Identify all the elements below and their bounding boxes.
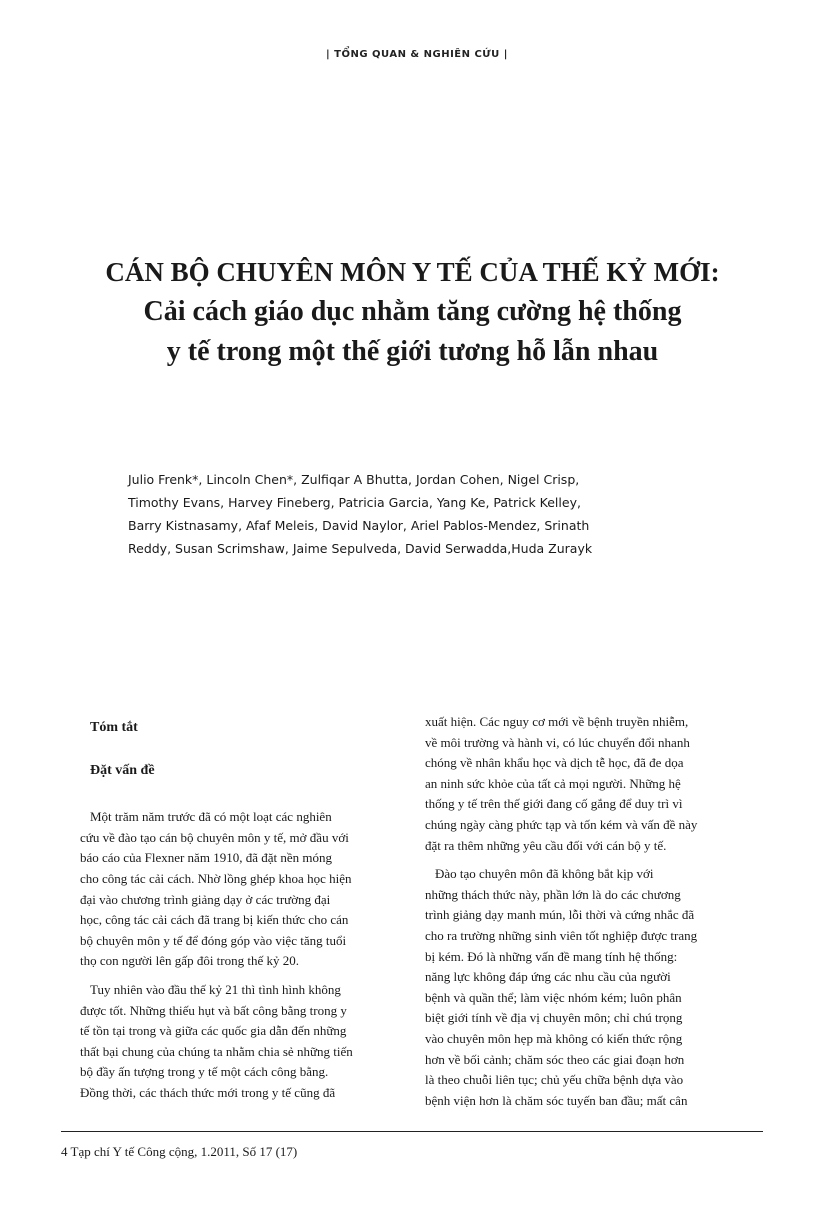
text-line: bộ chuyên môn y tế để đóng góp vào việc tăng tuổi	[80, 932, 347, 948]
section-tag: | TỔNG QUAN & NGHIÊN CỨU |	[326, 49, 508, 60]
paragraph	[425, 712, 757, 856]
left-column	[80, 718, 398, 1104]
text-line: bệnh viện hơn là chăm sóc tuyến ban đầu; mất cân	[425, 1092, 688, 1108]
text-line: trình giảng dạy manh mún, lỗi thời và cứng nhắc đã	[425, 907, 695, 923]
abstract-heading: Tóm tắt	[90, 720, 138, 735]
title-line-2: Cải cách giáo dục nhằm tăng cường hệ thống	[143, 296, 682, 327]
text-line: hơn về bối cảnh; chăm sóc theo các giai đoạn hơn	[425, 1051, 685, 1067]
title-line-1: CÁN BỘ CHUYÊN MÔN Y TẾ CỦA THẾ KỶ MỚI:	[105, 257, 720, 287]
author-line: Julio Frenk*, Lincoln Chen*, Zulfiqar A Bhutta, Jordan Cohen, Nigel Crisp,	[128, 472, 580, 487]
text-line: thất bại chung của chúng ta nhằm chia sẻ những tiến	[80, 1043, 353, 1059]
text-line: học, công tác cải cách đã trang bị kiến thức cho cán	[80, 912, 349, 928]
text-line: cho ra trường những sinh viên tốt nghiệp được trang	[425, 927, 698, 943]
text-line: an ninh sức khỏe của tất cả mọi người. Những hệ	[425, 775, 681, 791]
footer-divider	[61, 1131, 763, 1132]
text-line: những thách thức này, phần lớn là do các chương	[425, 886, 681, 902]
text-line: vào chuyên môn hẹp mà không có kiến thức rộng	[425, 1030, 683, 1046]
text-line: là theo chuỗi liên tục; chủ yếu chữa bệnh dựa vào	[425, 1072, 684, 1088]
text-line: về môi trường và hành vi, có lúc chuyển đổi nhanh	[425, 734, 690, 750]
text-line: cho công tác cải cách. Nhờ lồng ghép khoa học hiện	[80, 870, 352, 886]
author-line: Timothy Evans, Harvey Fineberg, Patricia Garcia, Yang Ke, Patrick Kelley,	[128, 495, 581, 510]
text-line: cứu về đào tạo cán bộ chuyên môn y tế, mở đầu với	[80, 829, 349, 845]
text-line: chóng về nhân khẩu học và dịch tễ học, đã đe dọa	[425, 755, 684, 771]
text-line: chúng ngày càng phức tạp và tốn kém và vấn đề này	[425, 816, 698, 832]
author-line: Barry Kistnasamy, Afaf Meleis, David Naylor, Ariel Pablos-Mendez, Srinath	[128, 518, 590, 533]
text-line: được tốt. Những thiếu hụt và bất công bằng trong y	[80, 1002, 347, 1018]
text-line: Đào tạo chuyên môn đã không bắt kịp với	[435, 866, 654, 882]
author-list	[128, 468, 728, 560]
text-line: báo cáo của Flexner năm 1910, đã đặt nền móng	[80, 850, 332, 866]
text-line: đặt ra thêm những yêu cầu đối với cán bộ y tế.	[425, 837, 667, 853]
text-line: Đồng thời, các thách thức mới trong y tế cũng đã	[80, 1084, 336, 1100]
paragraph	[80, 807, 398, 972]
problem-heading: Đặt vấn đề	[90, 762, 155, 778]
text-line: bộ đầy ấn tượng trong y tế một cách công bằng.	[80, 1064, 329, 1080]
text-line: năng lực không đáp ứng các nhu cầu của người	[425, 969, 671, 985]
text-line: thọ con người lên gấp đôi trong thế kỷ 20.	[80, 953, 300, 969]
text-line: thống y tế trên thế giới đang cố gắng để duy trì vì	[425, 796, 683, 812]
author-line: Reddy, Susan Scrimshaw, Jaime Sepulveda, David Serwadda,Huda Zurayk	[128, 541, 593, 556]
text-line: tế tồn tại trong và giữa các quốc gia dẫn đến những	[80, 1023, 347, 1039]
paragraph	[80, 980, 398, 1104]
article-title	[60, 252, 765, 372]
text-line: bị kém. Đó là những vấn đề mang tính hệ thống:	[425, 948, 678, 964]
text-line: đại vào chương trình giảng dạy ở các trường đại	[80, 891, 331, 907]
title-line-3: y tế trong một thế giới tương hỗ lẫn nhau	[166, 336, 659, 367]
text-line: bệnh và quần thể; làm việc nhóm kém; luôn phân	[425, 989, 682, 1005]
right-column	[425, 712, 757, 1111]
text-line: Một trăm năm trước đã có một loạt các nghiên	[90, 809, 332, 825]
paragraph	[425, 864, 757, 1111]
page-footer: 4 Tạp chí Y tế Công cộng, 1.2011, Số 17 (17)	[61, 1144, 298, 1159]
text-line: Tuy nhiên vào đầu thế kỷ 21 thì tình hình không	[90, 981, 341, 997]
text-line: biệt giới tính về địa vị chuyên môn; chỉ chú trọng	[425, 1010, 683, 1026]
text-line: xuất hiện. Các nguy cơ mới về bệnh truyền nhiễm,	[425, 714, 689, 729]
